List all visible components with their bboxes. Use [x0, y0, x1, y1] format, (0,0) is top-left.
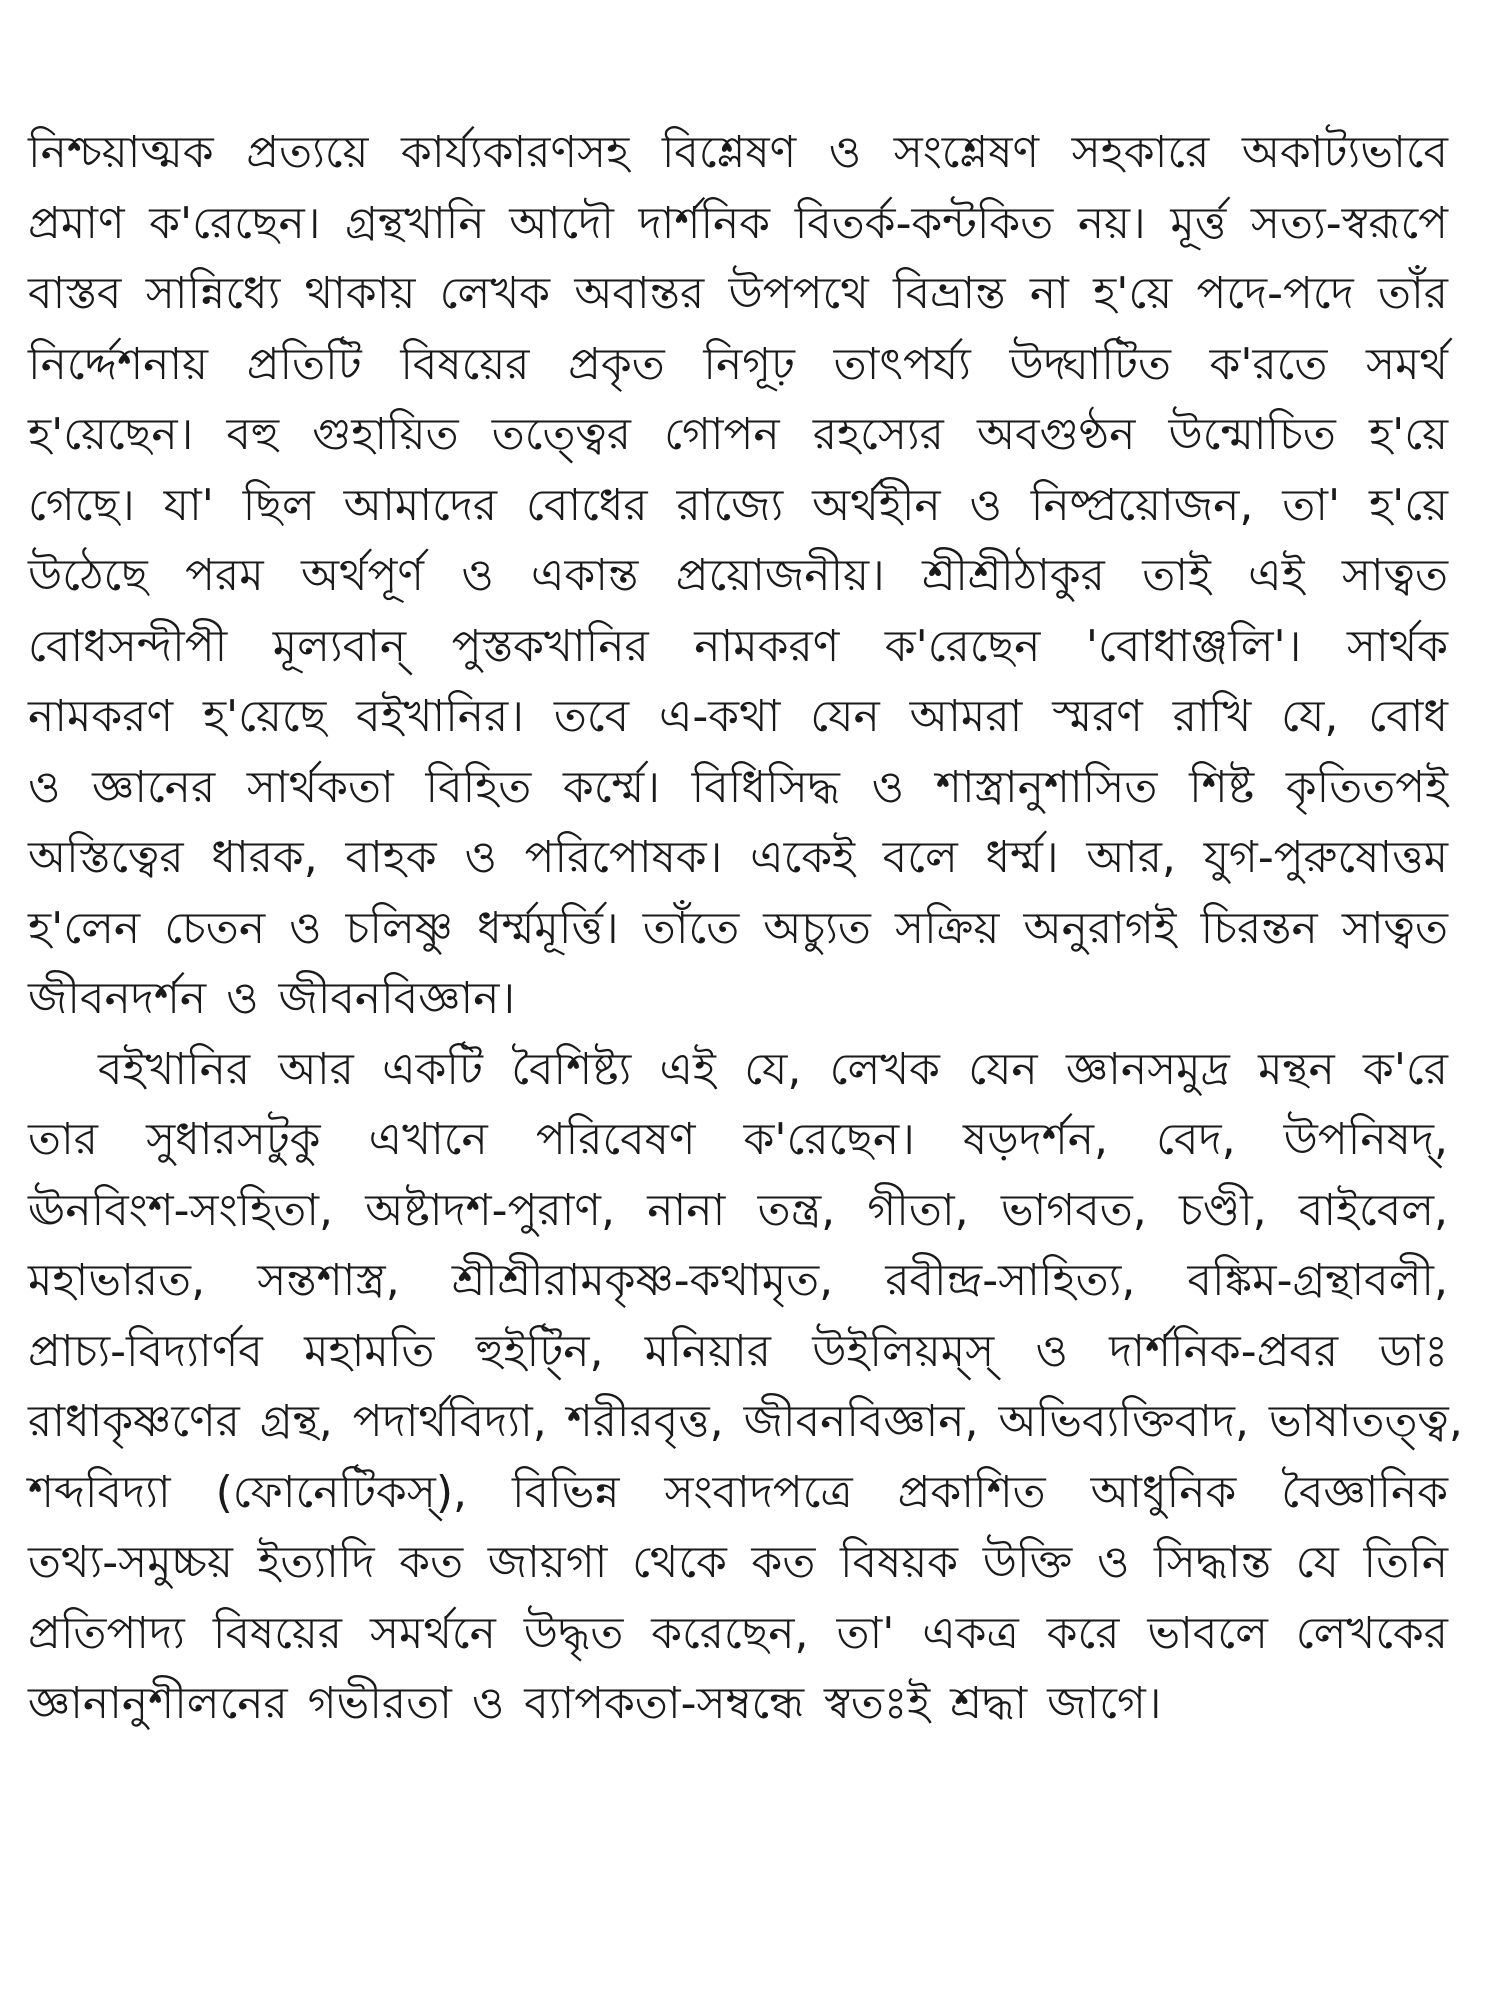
- text-line: বোধসন্দীপী মূল্যবান্ পুস্তকখানির নামকরণ ক'রেছেন 'বোধাঞ্জলি'। সার্থক: [28, 620, 1448, 672]
- paragraph-2: [28, 1035, 1463, 1740]
- document-page: [28, 118, 1463, 1740]
- text-line: শব্দবিদ্যা (ফোনেটিকস্), বিভিন্ন সংবাদপত্রে প্রকাশিত আধুনিক বৈজ্ঞানিক: [28, 1466, 1448, 1518]
- text-line: তথ্য-সমুচ্চয় ইত্যাদি কত জায়গা থেকে কত বিষয়ক উক্তি ও সিদ্ধান্ত যে তিনি: [28, 1537, 1448, 1588]
- text-line: গেছে। যা' ছিল আমাদের বোধের রাজ্যে অর্থহীন ও নিষ্প্রয়োজন, তা' হ'য়ে: [28, 479, 1448, 531]
- text-line: বইখানির আর একটি বৈশিষ্ট্য এই যে, লেখক যেন জ্ঞানসমুদ্র মন্থন ক'রে: [98, 1043, 1448, 1095]
- text-line: জীবনদর্শন ও জীবনবিজ্ঞান।: [28, 973, 516, 1024]
- text-line: নিশ্চয়াত্মক প্রত্যয়ে কার্য্যকারণসহ বিশ্লেষণ ও সংশ্লেষণ সহকারে অকাট্যভাবে: [28, 127, 1448, 178]
- text-line: প্রমাণ ক'রেছেন। গ্রন্থখানি আদৌ দার্শনিক বিতর্ক-কন্টকিত নয়। মূর্ত্ত সত্য-স্বরূপে: [28, 197, 1448, 249]
- text-line: প্রতিপাদ্য বিষয়ের সমর্থনে উদ্ধৃত করেছেন, তা' একত্র করে ভাবলে লেখকের: [28, 1607, 1448, 1659]
- text-line: নামকরণ হ'য়েছে বইখানির। তবে এ-কথা যেন আমরা স্মরণ রাখি যে, বোধ: [28, 691, 1448, 742]
- text-line: জ্ঞানানুশীলনের গভীরতা ও ব্যাপকতা-সম্বন্ধে স্বতঃই শ্রদ্ধা জাগে।: [28, 1678, 1162, 1729]
- text-line: ঊনবিংশ-সংহিতা, অষ্টাদশ-পুরাণ, নানা তন্ত্র, গীতা, ভাগবত, চণ্ডী, বাইবেল,: [28, 1184, 1448, 1236]
- text-line: নির্দ্দেশনায় প্রতিটি বিষয়ের প্রকৃত নিগূঢ় তাৎপর্য্য উদ্ঘাটিত ক'রতে সমর্থ: [28, 338, 1448, 390]
- text-line: তার সুধারসটুকু এখানে পরিবেষণ ক'রেছেন। ষড়দর্শন, বেদ, উপনিষদ্,: [28, 1114, 1448, 1165]
- text-line: বাস্তব সান্নিধ্যে থাকায় লেখক অবান্তর উপপথে বিভ্রান্ত না হ'য়ে পদে-পদে তাঁর: [28, 268, 1448, 319]
- text-line: অস্তিত্বের ধারক, বাহক ও পরিপোষক। একেই বলে ধর্ম্ম। আর, যুগ-পুরুষোত্তম: [28, 832, 1448, 883]
- text-line: উঠেছে পরম অর্থপূর্ণ ও একান্ত প্রয়োজনীয়। শ্রীশ্রীঠাকুর তাই এই সাত্বত: [28, 550, 1448, 601]
- text-line: মহাভারত, সন্তশাস্ত্র, শ্রীশ্রীরামকৃষ্ণ-কথামৃত, রবীন্দ্র-সাহিত্য, বঙ্কিম-গ্রন্থাবলী,: [28, 1255, 1448, 1306]
- text-line: রাধাকৃষ্ণণের গ্রন্থ, পদার্থবিদ্যা, শরীরবৃত্ত, জীবনবিজ্ঞান, অভিব্যক্তিবাদ, ভাষাতত্ত্ব,: [28, 1396, 1463, 1447]
- text-line: প্রাচ্য-বিদ্যার্ণব মহামতি হুইট্নি, মনিয়ার উইলিয়ম্স্ ও দার্শনিক-প্রবর ডাঃ: [28, 1325, 1448, 1377]
- paragraph-1: [28, 118, 1448, 1035]
- text-line: ও জ্ঞানের সার্থকতা বিহিত কর্ম্মে। বিধিসিদ্ধ ও শাস্ত্রানুশাসিত শিষ্ট কৃতিতপই: [28, 761, 1448, 813]
- text-line: হ'য়েছেন। বহু গুহায়িত তত্ত্বের গোপন রহস্যের অবগুণ্ঠন উন্মোচিত হ'য়ে: [28, 409, 1448, 460]
- text-line: হ'লেন চেতন ও চলিষ্ণু ধর্ম্মমূর্ত্তি। তাঁতে অচ্যুত সক্রিয় অনুরাগই চিরন্তন সাত্বত: [28, 902, 1448, 954]
